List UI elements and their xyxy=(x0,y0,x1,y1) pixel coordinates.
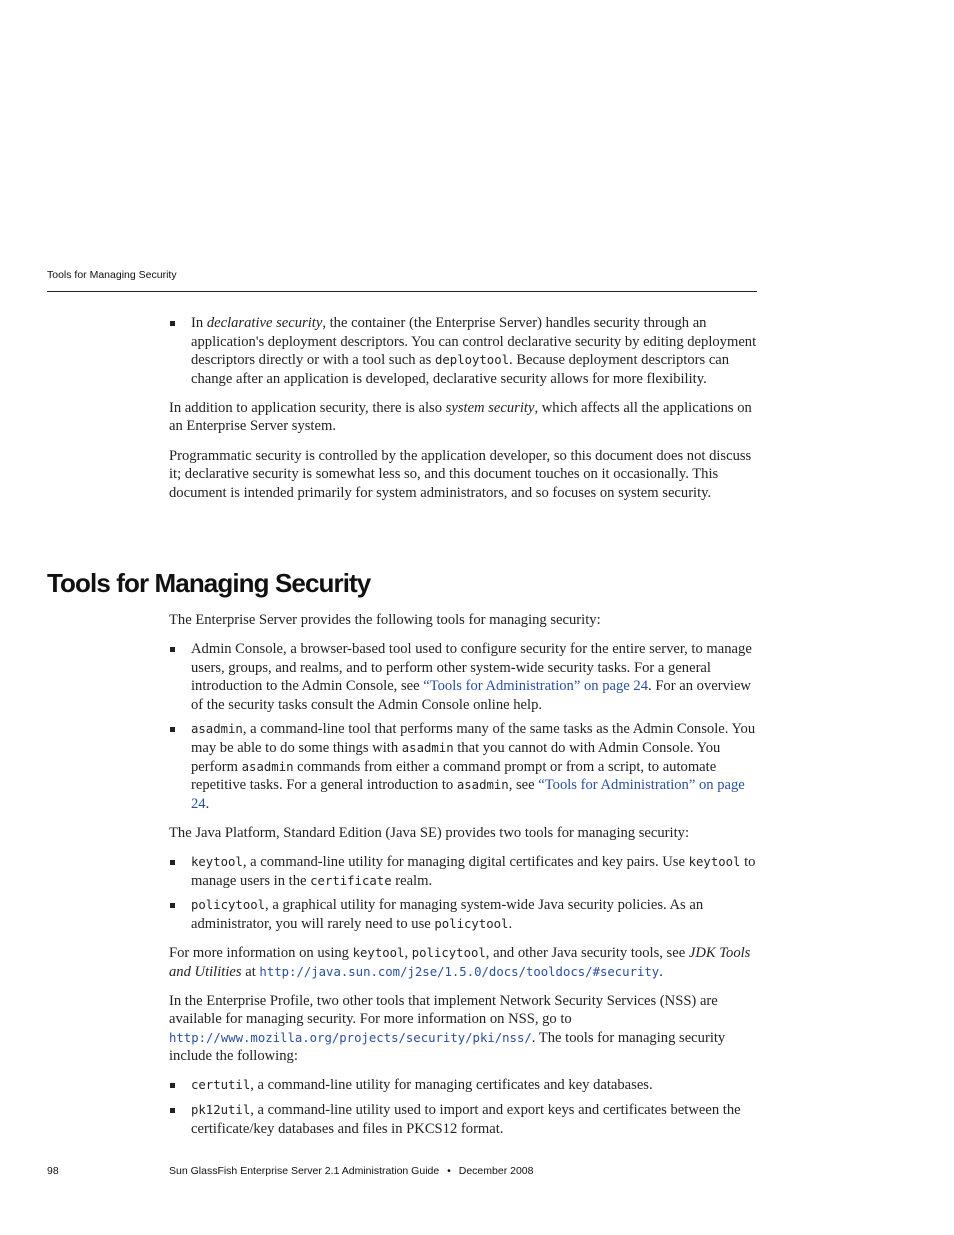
text: , a command-line utility for managing certificates and key databases. xyxy=(250,1077,653,1094)
server-tools-list xyxy=(169,640,757,813)
text: , xyxy=(404,944,412,961)
paragraph-system-security xyxy=(169,399,757,436)
text: , see xyxy=(508,777,539,794)
java-se-tools-list xyxy=(169,853,757,933)
list-item-certutil xyxy=(169,1076,757,1095)
text: realm. xyxy=(391,872,433,889)
code-policytool: policytool xyxy=(191,898,266,913)
list-item-admin-console xyxy=(169,640,757,714)
text: . xyxy=(659,963,663,980)
intro-body xyxy=(169,314,757,513)
text: , a command-line utility used to import and export keys and certificates between the certificate/key databases and files in PKCS12 format. xyxy=(191,1102,741,1137)
section-body xyxy=(169,611,757,1149)
paragraph-more-info xyxy=(169,944,757,981)
text: In the Enterprise Profile, two other tools that implement Network Security Services (NSS) are available for managing security. For more information on NSS, go to xyxy=(169,992,718,1028)
text: . The tools for managing security include the following: xyxy=(169,1029,726,1065)
publication-date: December 2008 xyxy=(458,1165,534,1177)
text: to manage users in the xyxy=(191,854,756,889)
code-keytool: keytool xyxy=(688,855,741,870)
text: In xyxy=(191,315,207,331)
link-tools-for-administration[interactable]: “Tools for Administration” on page 24 xyxy=(191,777,745,812)
text: , and other Java security tools, see xyxy=(485,944,689,961)
text: . Because deployment descriptors can change after an application is developed, declarative security allows for more flexibility. xyxy=(191,352,730,387)
code-asadmin: asadmin xyxy=(241,759,294,774)
code-certificate: certificate xyxy=(310,873,392,888)
text: , a command-line tool that performs many of the same tasks as the Admin Console. You may be able to do some things with xyxy=(191,721,756,757)
title-jdk-tools: JDK Tools and Utilities xyxy=(169,944,751,980)
text: For more information on using xyxy=(169,944,353,961)
footer-info xyxy=(169,1165,533,1177)
list-item-pk12util xyxy=(169,1101,757,1138)
text: Admin Console, a browser-based tool used to configure security for the entire server, to manage users, groups, and realms, and to perform other system-wide security tasks. For a general introduction to the Admin Console, see xyxy=(191,641,752,695)
text: , which affects all the applications on an Enterprise Server system. xyxy=(169,399,752,435)
code-deploytool: deploytool xyxy=(434,353,510,368)
list-item-declarative-security xyxy=(169,314,757,388)
paragraph-java-se-tools: The Java Platform, Standard Edition (Java SE) provides two tools for managing security: xyxy=(169,824,689,841)
code-keytool: keytool xyxy=(352,945,405,960)
code-pk12util: pk12util xyxy=(191,1103,251,1118)
term-system-security: system security xyxy=(445,399,535,416)
code-asadmin: asadmin xyxy=(401,741,454,756)
text: . xyxy=(508,915,513,932)
page-number: 98 xyxy=(47,1165,59,1177)
code-asadmin: asadmin xyxy=(191,722,243,737)
text: . For an overview of the security tasks consult the Admin Console online help. xyxy=(191,678,751,713)
term-declarative-security: declarative security xyxy=(206,315,323,331)
code-policytool: policytool xyxy=(434,916,509,931)
url-java-sun-tooldocs[interactable]: http://java.sun.com/j2se/1.5.0/docs/tooldocs/#security xyxy=(259,964,660,979)
code-certutil: certutil xyxy=(191,1078,251,1093)
nss-tools-list xyxy=(169,1076,757,1138)
text: . xyxy=(205,795,210,812)
code-asadmin: asadmin xyxy=(456,778,509,793)
text: In addition to application security, there is also xyxy=(169,399,446,416)
footer-separator: • xyxy=(447,1165,451,1177)
text: at xyxy=(241,963,260,980)
paragraph-nss xyxy=(169,992,757,1066)
text: commands from either a command prompt or from a script, to automate repetitive tasks. For a general introduction to xyxy=(191,758,717,794)
list-item-asadmin xyxy=(169,720,757,813)
list-item-policytool xyxy=(169,896,757,933)
text: , the container (the Enterprise Server) handles security through an application's deployment descriptors. You can control declarative security by editing deployment descriptors directly or with a tool such as xyxy=(191,315,757,369)
header-rule xyxy=(47,291,757,292)
text: that you cannot do with Admin Console. You perform xyxy=(191,740,721,775)
running-head: Tools for Managing Security xyxy=(47,269,177,281)
paragraph-programmatic-security: Programmatic security is controlled by the application developer, so this document does not discuss it; declarative security is somewhat less so, and this document touches on it occasionally. This document is intended primarily for system administrators, and so focuses on system security. xyxy=(169,447,752,501)
book-title: Sun GlassFish Enterprise Server 2.1 Administration Guide xyxy=(169,1165,440,1177)
text: , a command-line utility for managing digital certificates and key pairs. Use xyxy=(242,854,689,871)
code-policytool: policytool xyxy=(411,945,486,960)
code-keytool: keytool xyxy=(191,855,243,870)
url-mozilla-nss[interactable]: http://www.mozilla.org/projects/security/pki/nss/ xyxy=(169,1030,532,1045)
declarative-list xyxy=(169,314,757,388)
link-tools-for-administration[interactable]: “Tools for Administration” on page 24 xyxy=(423,678,649,695)
paragraph-tools-intro: The Enterprise Server provides the following tools for managing security: xyxy=(169,612,601,628)
text: , a graphical utility for managing system-wide Java security policies. As an administrator, you will rarely need to use xyxy=(191,897,704,932)
list-item-keytool xyxy=(169,853,757,890)
section-title: Tools for Managing Security xyxy=(47,568,371,598)
